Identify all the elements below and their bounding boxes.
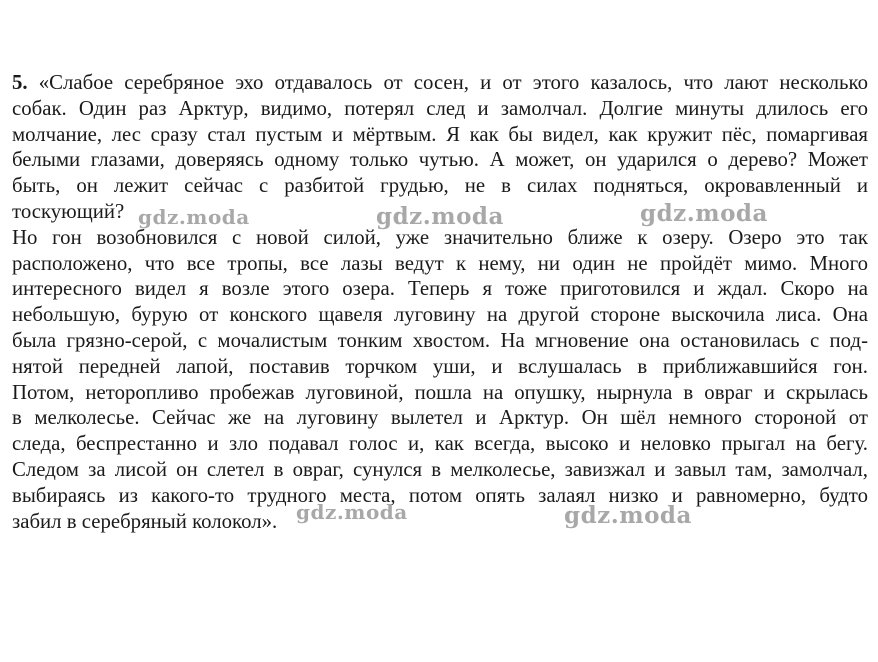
text-line: нятой передней лапой, поставив торчком уши, и вслушалась в приближавшийся гон. xyxy=(12,354,868,378)
exercise-text xyxy=(12,70,868,534)
watermark: gdz.moda xyxy=(564,502,692,529)
text-line: быть, он лежит сейчас с разбитой грудью, не в силах подняться, окровавленный и xyxy=(12,174,868,198)
watermark: gdz.moda xyxy=(640,200,768,227)
exercise-number: 5. xyxy=(12,71,28,94)
watermark: gdz.moda xyxy=(296,500,408,524)
text-line: белыми глазами, доверяясь одному только чутью. А может, он ударился о дерево? Может xyxy=(12,148,868,172)
text-line: в мелколесье. Сейчас же на луговину вылетел и Арктур. Он шёл немного стороной от xyxy=(12,406,868,430)
text-line-content: «Слабое серебряное эхо отдавалось от сосен, и от этого казалось, что лают несколько xyxy=(38,71,868,94)
text-line: забил в серебряный колокол». xyxy=(12,509,278,533)
text-line: тоскующий? xyxy=(12,199,125,223)
text-line: выбираясь из какого-то трудного места, потом опять залаял низко и равномерно, будто xyxy=(12,483,868,507)
text-line: Но гон возобновился с новой силой, уже значительно ближе к озеру. Озеро это так xyxy=(12,225,868,249)
text-line: Следом за лисой он слетел в овраг, сунулся в мелколесье, завизжал и завыл там, замолчал, xyxy=(12,457,868,481)
watermark: gdz.moda xyxy=(138,205,250,229)
text-line: интересного видел я возле этого озера. Теперь я тоже приготовился и ждал. Скоро на xyxy=(12,277,868,301)
text-line: Потом, неторопливо пробежав луговиной, пошла на опушку, нырнула в овраг и скрылась xyxy=(12,380,868,404)
text-line: расположено, что все тропы, все лазы ведут к нему, ни один не пройдёт мимо. Много xyxy=(12,251,868,275)
text-line: следа, беспрестанно и зло подавал голос и, как всегда, высоко и неловко прыгал на бегу. xyxy=(12,432,868,456)
text-line xyxy=(12,70,868,96)
text-line: небольшую, бурую от конского щавеля луговину на другой стороне выскочила лиса. Она xyxy=(12,303,868,327)
text-line: собак. Один раз Арктур, видимо, потерял след и замолчал. Долгие минуты длилось его xyxy=(12,96,868,120)
text-line: молчание, лес сразу стал пустым и мёртвым. Я как бы видел, как кружит пёс, помаргивая xyxy=(12,122,868,146)
text-line: была грязно-серой, с мочалистым тонким хвостом. На мгновение она остановилась с под- xyxy=(12,328,868,352)
watermark: gdz.moda xyxy=(376,203,504,230)
